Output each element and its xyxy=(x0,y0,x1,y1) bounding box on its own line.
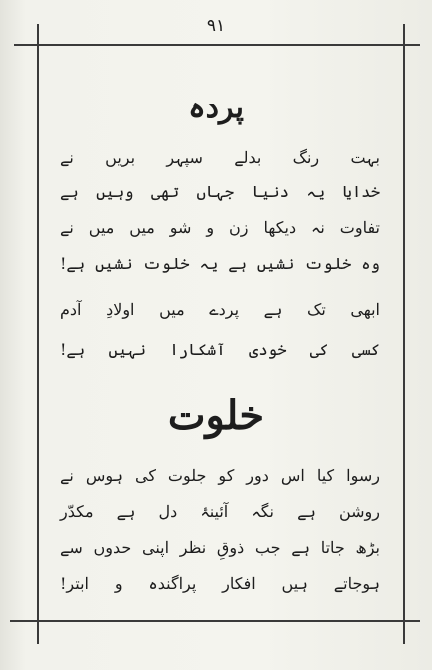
verse-line: رسوا کیا اس دور کو جلوت کی ہوس نے xyxy=(60,466,380,485)
verse-line: ہوجاتے ہیں افکار پراگندہ و ابتر! xyxy=(60,574,380,593)
verse-line: خدایا یہ دنیا جہاں تھی وہیں ہے xyxy=(60,182,380,201)
bottom-border-rule xyxy=(10,620,420,622)
page-number: ۹۱ xyxy=(206,16,226,36)
top-border-rule xyxy=(14,44,420,46)
verse-line: ابھی تک ہے پردے میں اولادِ آدم xyxy=(60,300,380,319)
section-title-khalwat: خلوت xyxy=(167,392,265,439)
section-title-parda: پردہ xyxy=(188,90,244,125)
verse-line: بڑھ جاتا ہے جب ذوقِ نظر اپنی حدوں سے xyxy=(60,538,380,557)
verse-line: بہت رنگ بدلے سپہر بریں نے xyxy=(60,148,380,167)
verse-line: روشن ہے نگہ آئینۂ دل ہے مکدّر xyxy=(60,502,380,521)
verse-line: وہ خلوت نشیں ہے یہ خلوت نشیں ہے! xyxy=(60,254,380,273)
left-border-rule xyxy=(37,24,39,644)
verse-line: تفاوت نہ دیکھا زن و شو میں میں نے xyxy=(60,218,380,237)
right-border-rule xyxy=(403,24,405,644)
verse-line: کسی کی خودی آشکارا نہیں ہے! xyxy=(60,340,380,359)
